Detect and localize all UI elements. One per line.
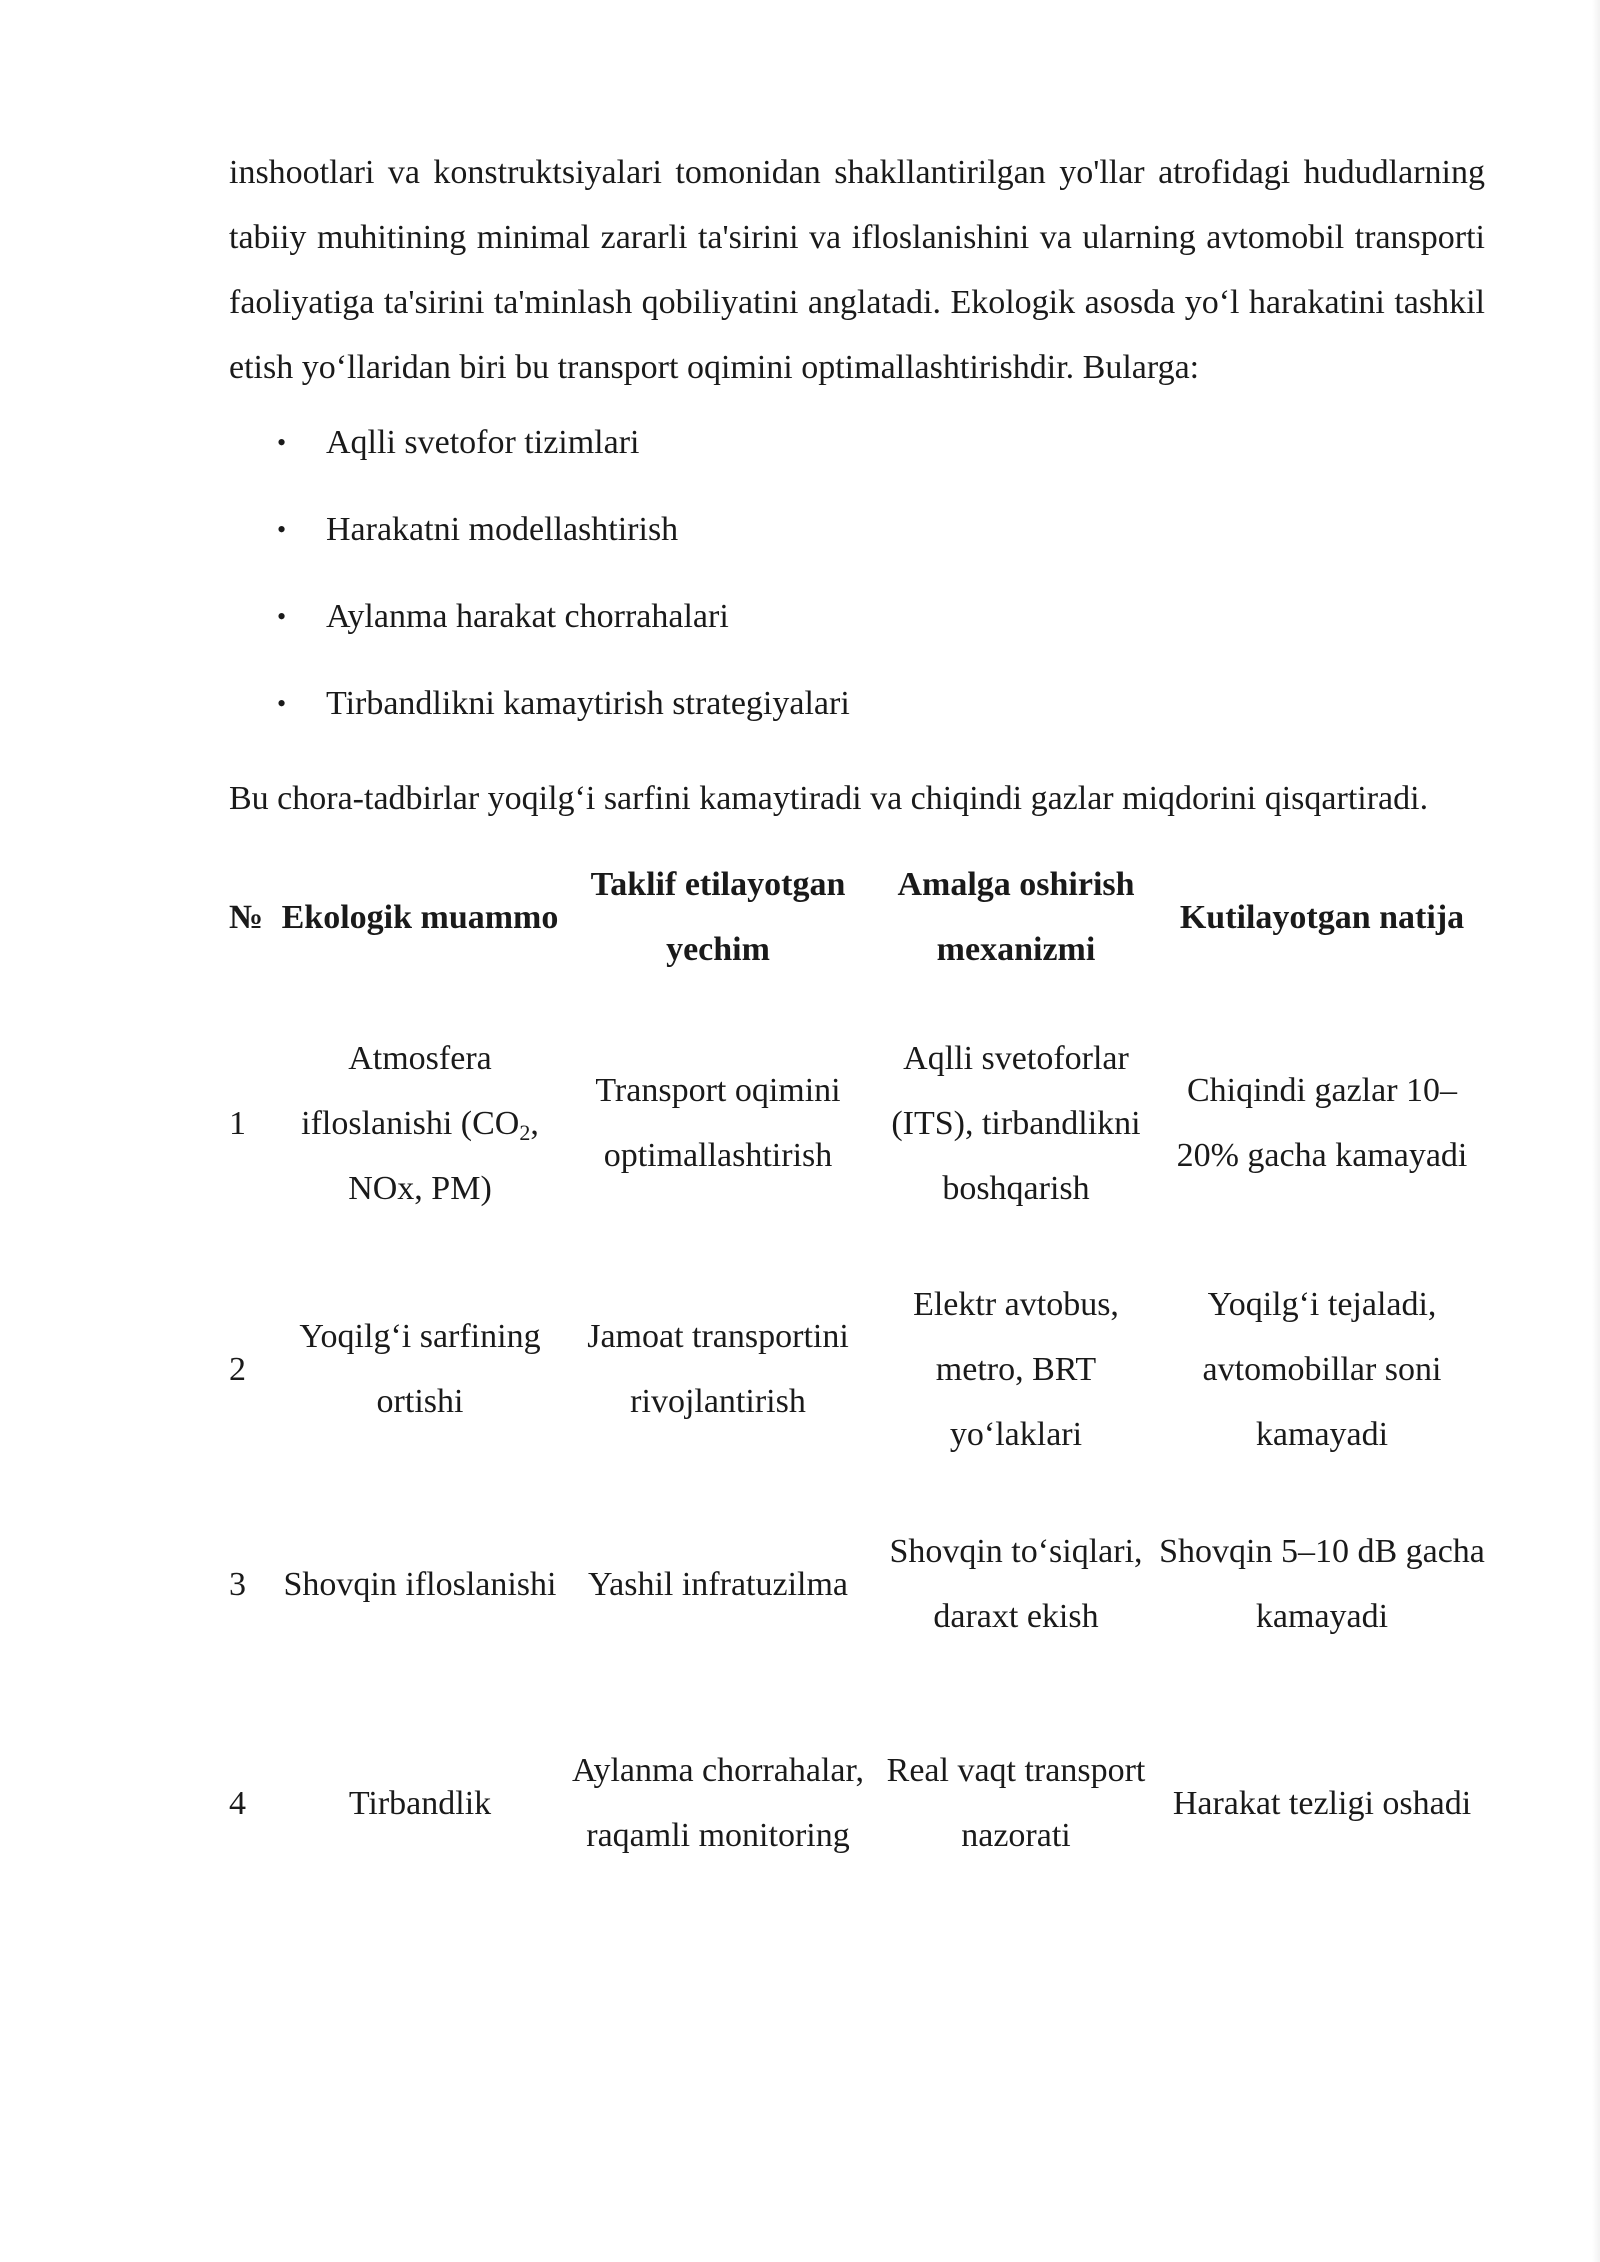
row-number: 2: [229, 1350, 246, 1388]
result-cell: Shovqin 5–10 dB gacha kamayadi: [1159, 1533, 1485, 1635]
mechanism-cell: Real vaqt transport nazorati: [886, 1752, 1146, 1854]
list-item-text: Aqlli svetofor tizimlari: [326, 424, 640, 461]
list-item: [229, 418, 1485, 505]
header-result: Kutilayotgan natija: [1179, 898, 1465, 936]
solution-cell: Yashil infratuzilma: [587, 1565, 848, 1603]
list-item: [229, 679, 1485, 766]
table-row: [229, 982, 1485, 1264]
problem-cell: Shovqin ifloslanishi: [283, 1565, 557, 1603]
mechanism-cell: Shovqin to‘siqlari, daraxt ekish: [889, 1533, 1143, 1635]
list-item-text: Tirbandlikni kamaytirish strategiyalari: [326, 685, 850, 722]
list-item-text: Aylanma harakat chorrahalari: [326, 598, 729, 635]
problem-cell: [277, 982, 563, 1264]
bullet-icon: •: [277, 689, 287, 718]
bullet-icon: •: [277, 515, 287, 544]
conclusion-paragraph: Bu chora-tadbirlar yoqilg‘i sarfini kamaytiradi va chiqindi gazlar miqdorini qisqartiradi.: [229, 780, 1429, 817]
mechanism-cell: Aqlli svetoforlar (ITS), tirbandlikni boshqarish: [891, 1039, 1141, 1207]
header-number: №: [229, 898, 264, 936]
row-number: 1: [229, 1104, 246, 1142]
solution-cell: Jamoat transportini rivojlantirish: [587, 1318, 849, 1420]
problem-text-end: , NOx, PM): [348, 1104, 539, 1207]
result-cell: Harakat tezligi oshadi: [1172, 1784, 1472, 1822]
list-item: [229, 592, 1485, 679]
bullet-list: [229, 418, 1485, 766]
header-mechanism: Amalga oshirish mexanizmi: [897, 866, 1135, 968]
document-body: [229, 140, 1485, 1912]
mechanism-cell: Elektr avtobus, metro, BRT yo‘laklari: [913, 1285, 1119, 1453]
problem-cell: Tirbandlik: [348, 1784, 492, 1822]
header-problem: Ekologik muammo: [281, 898, 559, 936]
solution-cell: Aylanma chorrahalar, raqamli monitoring: [572, 1752, 864, 1854]
header-solution: Taklif etilayotgan yechim: [590, 866, 846, 968]
ecology-table: [229, 852, 1485, 1912]
list-item-text: Harakatni modellashtirish: [326, 511, 679, 548]
row-number: 4: [229, 1784, 246, 1822]
problem-text: Atmosfera ifloslanishi (CO: [301, 1039, 520, 1142]
page-edge-shadow: [1592, 0, 1600, 2262]
bullet-icon: •: [277, 602, 287, 631]
table-row: [229, 1474, 1485, 1694]
result-cell: Yoqilg‘i tejaladi, avtomobillar soni kamayadi: [1202, 1285, 1442, 1453]
solution-cell: Transport oqimini optimallashtirish: [595, 1072, 841, 1174]
list-item: [229, 505, 1485, 592]
table-header-row: [229, 852, 1485, 982]
row-number: 3: [229, 1565, 246, 1603]
result-cell: Chiqindi gazlar 10–20% gacha kamayadi: [1176, 1072, 1468, 1174]
subscript: 2: [519, 1119, 531, 1145]
table-row: [229, 1694, 1485, 1912]
intro-paragraph: inshootlari va konstruktsiyalari tomonidan shakllantirilgan yo'llar atrofidagi hududlarning tabiiy muhitining minimal zararli ta'sirini va ifloslanishini va ularning avtomobil transporti faoliyatiga ta'sirini ta'minlash qobiliyatini anglatadi. Ekologik asosda yo‘l harakatini tashkil etish yo‘llaridan biri bu transport oqimini optimallashtirishdir. Bularga:: [229, 154, 1485, 386]
table-row: [229, 1264, 1485, 1474]
bullet-icon: •: [277, 428, 287, 457]
problem-cell: Yoqilg‘i sarfining ortishi: [299, 1318, 541, 1420]
